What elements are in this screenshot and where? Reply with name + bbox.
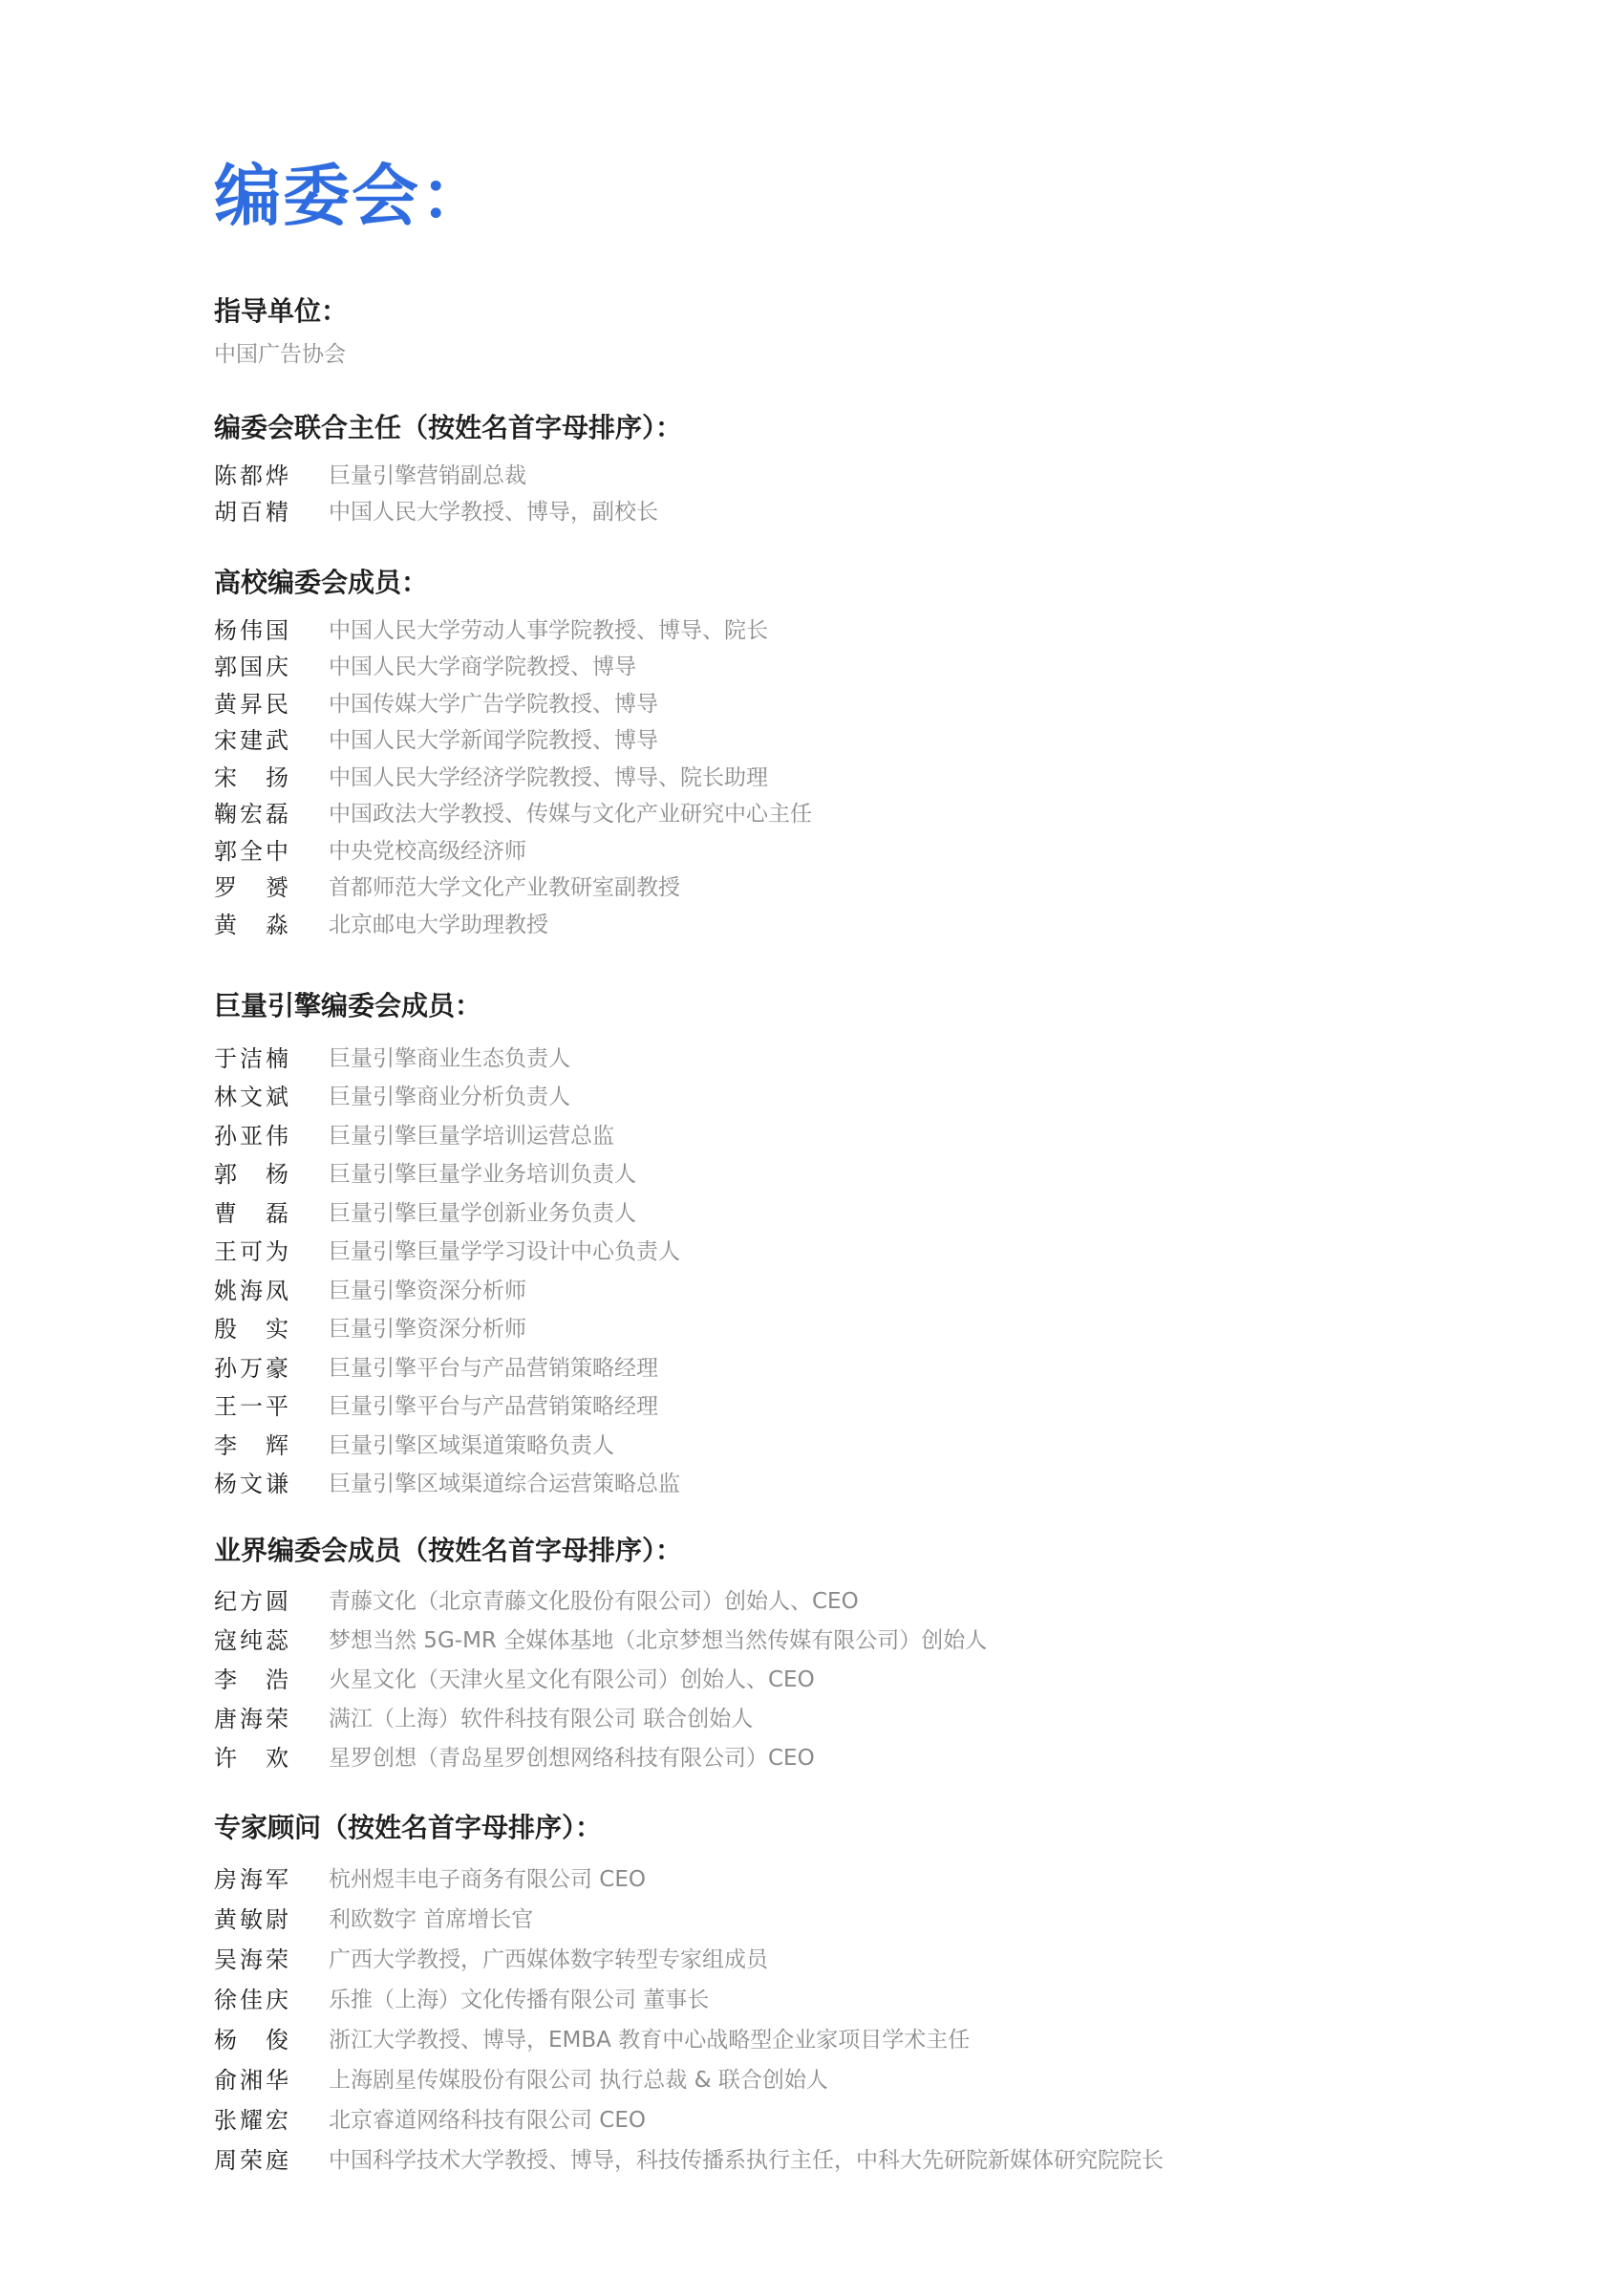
- member-row: [214, 1658, 1571, 1697]
- member-row: [214, 1153, 1571, 1193]
- member-name-text: 孙亚伟: [214, 1122, 288, 1150]
- member-role: 巨量引擎资深分析师: [329, 1317, 526, 1343]
- member-name-text: 张耀宏: [214, 2106, 288, 2134]
- member-row: [214, 1037, 1571, 1076]
- member-row: [214, 1857, 1571, 1897]
- member-name: [214, 1194, 329, 1228]
- member-role: 巨量引擎平台与产品营销策略经理: [329, 1394, 658, 1420]
- member-name-text: 姚海凤: [214, 1277, 288, 1304]
- member-name: [214, 1272, 329, 1305]
- section-heading: 专家顾问（按姓名首字母排序）：: [214, 1812, 603, 1843]
- member-role: 巨量引擎巨量学业务培训负责人: [329, 1162, 636, 1188]
- member-name: [214, 1155, 329, 1189]
- member-row: [214, 2057, 1571, 2097]
- member-name: [214, 1427, 329, 1460]
- member-name: [214, 457, 329, 490]
- member-role: 中国科学技术大学教授、博导，科技传播系执行主任，中科大先研院新媒体研究院院长: [329, 2147, 1164, 2173]
- member-name-text: 唐海荣: [214, 1706, 288, 1732]
- member-role: 浙江大学教授、博导，EMBA 教育中心战略型企业家项目学术主任: [329, 2027, 971, 2053]
- member-row: [214, 2017, 1571, 2057]
- member-list: [214, 1037, 1571, 1501]
- member-name-text: 陈都烨: [214, 462, 288, 489]
- member-row: [214, 1346, 1571, 1386]
- section-heading: 高校编委会成员：: [214, 567, 429, 598]
- member-name-text: 郭全中: [214, 837, 288, 865]
- member-role: 中央党校高级经济师: [329, 838, 526, 864]
- member-name: [214, 1941, 329, 1974]
- member-row: [214, 720, 1571, 758]
- member-name: [214, 1901, 329, 1934]
- member-name: [214, 1622, 329, 1655]
- section-universities: [214, 564, 1571, 941]
- member-row: [214, 1076, 1571, 1115]
- member-role: 中国人民大学新闻学院教授、博导: [329, 728, 658, 754]
- section-advisors: [214, 1809, 1571, 2178]
- member-role: 巨量引擎资深分析师: [329, 1278, 526, 1303]
- member-row: [214, 1192, 1571, 1231]
- section-heading: 指导单位：: [214, 295, 349, 327]
- member-name: [214, 721, 329, 755]
- member-name-text: 杨 俊: [214, 2026, 288, 2053]
- member-list: [214, 1857, 1571, 2178]
- member-row: [214, 757, 1571, 794]
- member-row: [214, 1424, 1571, 1463]
- member-role: 利欧数字 首席增长官: [329, 1906, 534, 1932]
- member-name-text: 黄敏尉: [214, 1905, 288, 1933]
- member-role: 中国人民大学教授、博导，副校长: [329, 500, 658, 526]
- member-role: 杭州煜丰电子商务有限公司 CEO: [329, 1866, 647, 1892]
- member-role: 巨量引擎商业生态负责人: [329, 1045, 570, 1071]
- member-role: 巨量引擎区域渠道策略负责人: [329, 1432, 614, 1458]
- member-role: 巨量引擎巨量学创新业务负责人: [329, 1200, 636, 1226]
- member-row: [214, 794, 1571, 831]
- member-name: [214, 832, 329, 866]
- member-row: [214, 1231, 1571, 1270]
- member-row: [214, 868, 1571, 905]
- member-role: 乐推（上海）文化传播有限公司 董事长: [329, 1987, 710, 2012]
- member-name: [214, 648, 329, 681]
- member-row: [214, 1977, 1571, 2017]
- section-heading: 编委会联合主任（按姓名首字母排序）：: [214, 412, 683, 443]
- member-name-text: 曹 磊: [214, 1199, 288, 1227]
- member-name-text: 胡百精: [214, 499, 288, 527]
- member-role: 青藤文化（北京青藤文化股份有限公司）创始人、CEO: [329, 1589, 859, 1614]
- member-list: [214, 455, 1571, 528]
- guide-unit-name: 中国广告协会: [214, 342, 346, 367]
- member-role: 巨量引擎巨量学学习设计中心负责人: [329, 1239, 680, 1265]
- member-name-text: 黄 淼: [214, 911, 288, 938]
- member-row: [214, 683, 1571, 720]
- member-role: 梦想当然 5G-MR 全媒体基地（北京梦想当然传媒有限公司）创始人: [329, 1628, 988, 1653]
- member-role: 星罗创想（青岛星罗创想网络科技有限公司）CEO: [329, 1746, 815, 1771]
- member-row: [214, 1736, 1571, 1775]
- section-industry: [214, 1532, 1571, 1775]
- section-heading: 巨量引擎编委会成员：: [214, 990, 482, 1021]
- member-name: [214, 1349, 329, 1383]
- member-name: [214, 1233, 329, 1266]
- member-role: 巨量引擎平台与产品营销策略经理: [329, 1355, 658, 1381]
- member-name-text: 徐佳庆: [214, 1986, 288, 2013]
- member-role: 上海剧星传媒股份有限公司 执行总裁 & 联合创始人: [329, 2067, 828, 2093]
- section-heading: 业界编委会成员（按姓名首字母排序）：: [214, 1535, 683, 1566]
- member-name: [214, 2101, 329, 2135]
- member-name: [214, 1700, 329, 1733]
- member-name: [214, 2141, 329, 2175]
- member-name: [214, 2021, 329, 2054]
- member-name-text: 许 欢: [214, 1745, 288, 1772]
- member-row: [214, 1386, 1571, 1425]
- section-guide: [214, 292, 1571, 371]
- member-name-text: 吴海荣: [214, 1946, 288, 1973]
- member-row: [214, 492, 1571, 529]
- member-role: 火星文化（天津火星文化有限公司）创始人、CEO: [329, 1667, 815, 1692]
- member-name: [214, 795, 329, 828]
- member-row: [214, 1463, 1571, 1502]
- section-oceanengine: [214, 987, 1571, 1501]
- member-name: [214, 1310, 329, 1344]
- member-role: 中国传媒大学广告学院教授、博导: [329, 691, 658, 717]
- member-row: [214, 1937, 1571, 1977]
- member-name: [214, 1465, 329, 1498]
- member-role: 首都师范大学文化产业教研室副教授: [329, 875, 680, 901]
- member-role: 巨量引擎营销副总裁: [329, 462, 526, 488]
- member-name-text: 宋建武: [214, 727, 288, 755]
- member-name: [214, 1582, 329, 1616]
- member-name-text: 王一平: [214, 1393, 288, 1421]
- member-name: [214, 1078, 329, 1111]
- member-role: 广西大学教授，广西媒体数字转型专家组成员: [329, 1946, 768, 1972]
- member-name-text: 杨伟国: [214, 616, 288, 644]
- member-name-text: 杨文谦: [214, 1471, 288, 1498]
- member-name: [214, 906, 329, 939]
- member-name: [214, 1117, 329, 1150]
- member-name: [214, 612, 329, 645]
- member-name: [214, 759, 329, 792]
- member-role: 中国人民大学商学院教授、博导: [329, 655, 636, 680]
- member-role: 中国人民大学经济学院教授、博导、院长助理: [329, 764, 768, 790]
- member-role: 中国政法大学教授、传媒与文化产业研究中心主任: [329, 802, 812, 828]
- member-name-text: 郭 杨: [214, 1161, 288, 1189]
- member-name-text: 俞湘华: [214, 2066, 288, 2094]
- member-row: [214, 1697, 1571, 1736]
- member-name-text: 孙万豪: [214, 1354, 288, 1382]
- member-name-text: 纪方圆: [214, 1588, 288, 1615]
- member-name: [214, 1860, 329, 1894]
- member-row: [214, 455, 1571, 492]
- member-name-text: 李 辉: [214, 1431, 288, 1459]
- member-name-text: 寇纯蕊: [214, 1627, 288, 1654]
- member-role: 巨量引擎巨量学培训运营总监: [329, 1123, 614, 1149]
- member-row: [214, 610, 1571, 647]
- member-role: 中国人民大学劳动人事学院教授、博导、院长: [329, 617, 768, 643]
- member-role: 北京睿道网络科技有限公司 CEO: [329, 2107, 647, 2133]
- member-role: 巨量引擎区域渠道综合运营策略总监: [329, 1472, 680, 1497]
- member-name: [214, 2061, 329, 2095]
- member-name-text: 黄昇民: [214, 690, 288, 718]
- member-name-text: 宋 扬: [214, 763, 288, 791]
- member-name-text: 于洁楠: [214, 1044, 288, 1072]
- member-name-text: 鞠宏磊: [214, 801, 288, 828]
- member-list: [214, 610, 1571, 941]
- member-row: [214, 1269, 1571, 1308]
- member-name-text: 李 浩: [214, 1666, 288, 1693]
- member-name: [214, 1387, 329, 1421]
- member-name: [214, 1739, 329, 1773]
- member-role: 北京邮电大学助理教授: [329, 912, 548, 937]
- member-name-text: 殷 实: [214, 1316, 288, 1344]
- member-name-text: 房海军: [214, 1865, 288, 1893]
- page-title: 编委会：: [214, 157, 489, 235]
- member-row: [214, 2097, 1571, 2138]
- member-row: [214, 2138, 1571, 2178]
- member-role: 满江（上海）软件科技有限公司 联合创始人: [329, 1707, 754, 1731]
- member-name-text: 周荣庭: [214, 2146, 288, 2174]
- member-name-text: 王可为: [214, 1238, 288, 1266]
- member-role: 巨量引擎商业分析负责人: [329, 1085, 570, 1110]
- member-name: [214, 1661, 329, 1694]
- member-row: [214, 647, 1571, 684]
- member-list: [214, 1580, 1571, 1775]
- member-row: [214, 1114, 1571, 1153]
- member-name-text: 罗 赟: [214, 874, 288, 902]
- member-name: [214, 685, 329, 719]
- member-name-text: 郭国庆: [214, 654, 288, 681]
- member-row: [214, 1308, 1571, 1347]
- member-row: [214, 830, 1571, 868]
- member-name: [214, 1040, 329, 1073]
- member-row: [214, 1580, 1571, 1619]
- member-row: [214, 1619, 1571, 1658]
- member-name-text: 林文斌: [214, 1084, 288, 1111]
- member-row: [214, 904, 1571, 941]
- member-name: [214, 869, 329, 902]
- member-name: [214, 1981, 329, 2014]
- member-row: [214, 1897, 1571, 1937]
- member-name: [214, 493, 329, 527]
- section-cochairs: [214, 409, 1571, 528]
